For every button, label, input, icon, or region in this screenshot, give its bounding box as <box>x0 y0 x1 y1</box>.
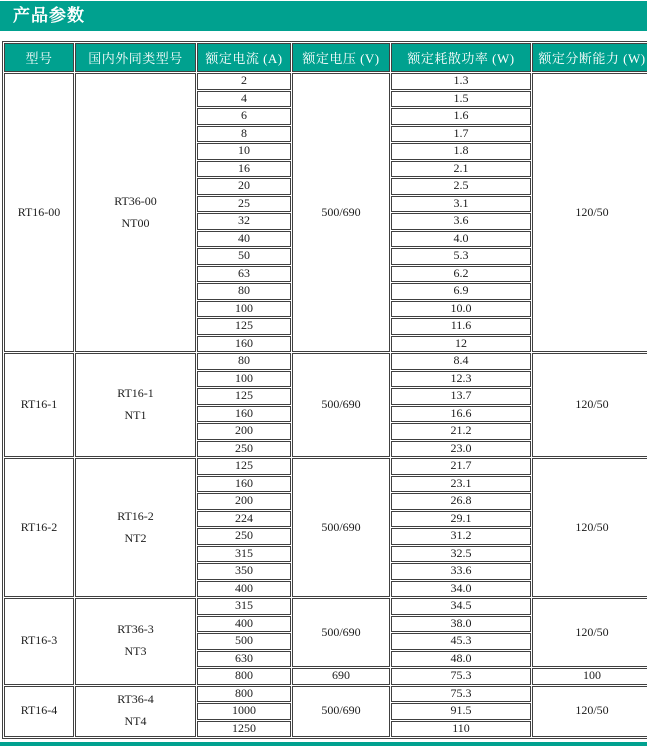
cell-equivalent-model <box>75 686 196 738</box>
section-header <box>0 1 647 31</box>
cell-power-dissipation: 23.1 <box>391 476 531 493</box>
cell-power-dissipation: 10.0 <box>391 301 531 318</box>
cell-rated-current: 100 <box>197 371 291 388</box>
cell-rated-current: 4 <box>197 91 291 108</box>
cell-power-dissipation: 48.0 <box>391 651 531 668</box>
cell-power-dissipation: 8.4 <box>391 353 531 370</box>
cell-rated-current: 400 <box>197 616 291 633</box>
cell-rated-voltage: 500/690 <box>292 353 390 457</box>
bottom-accent-bar <box>0 742 647 746</box>
product-parameters-table-wrap <box>2 41 645 739</box>
cell-power-dissipation: 75.3 <box>391 686 531 703</box>
cell-model: RT16-2 <box>4 458 74 597</box>
column-header: 额定电流 (A) <box>197 43 291 72</box>
cell-rated-current: 160 <box>197 476 291 493</box>
cell-rated-voltage: 500/690 <box>292 73 390 352</box>
table-row <box>4 458 647 475</box>
cell-rated-current: 125 <box>197 318 291 335</box>
cell-power-dissipation: 3.6 <box>391 213 531 230</box>
equivalent-model-line: RT16-1 <box>117 386 154 401</box>
cell-power-dissipation: 45.3 <box>391 633 531 650</box>
cell-breaking-capacity: 100 <box>532 668 647 685</box>
cell-equivalent-model <box>75 458 196 597</box>
table-head <box>4 43 647 72</box>
cell-power-dissipation: 11.6 <box>391 318 531 335</box>
column-header: 型号 <box>4 43 74 72</box>
cell-rated-current: 224 <box>197 511 291 528</box>
cell-power-dissipation: 2.5 <box>391 178 531 195</box>
cell-rated-current: 8 <box>197 126 291 143</box>
cell-power-dissipation: 34.0 <box>391 581 531 598</box>
cell-rated-voltage: 690 <box>292 668 390 685</box>
cell-rated-current: 2 <box>197 73 291 90</box>
cell-model: RT16-4 <box>4 686 74 738</box>
cell-power-dissipation: 6.2 <box>391 266 531 283</box>
cell-equivalent-model <box>75 598 196 685</box>
cell-rated-current: 80 <box>197 283 291 300</box>
cell-power-dissipation: 12.3 <box>391 371 531 388</box>
cell-equivalent-model <box>75 73 196 352</box>
cell-rated-current: 63 <box>197 266 291 283</box>
cell-power-dissipation: 6.9 <box>391 283 531 300</box>
cell-model: RT16-1 <box>4 353 74 457</box>
cell-power-dissipation: 3.1 <box>391 196 531 213</box>
cell-rated-current: 125 <box>197 388 291 405</box>
cell-power-dissipation: 75.3 <box>391 668 531 685</box>
cell-rated-current: 250 <box>197 528 291 545</box>
cell-power-dissipation: 5.3 <box>391 248 531 265</box>
cell-rated-current: 25 <box>197 196 291 213</box>
cell-power-dissipation: 21.7 <box>391 458 531 475</box>
equivalent-model-line: RT16-2 <box>117 508 154 523</box>
cell-breaking-capacity: 120/50 <box>532 353 647 457</box>
cell-rated-current: 32 <box>197 213 291 230</box>
cell-rated-current: 6 <box>197 108 291 125</box>
cell-rated-current: 80 <box>197 353 291 370</box>
cell-breaking-capacity: 120/50 <box>532 458 647 597</box>
cell-breaking-capacity: 120/50 <box>532 686 647 738</box>
equivalent-model-line: RT36-3 <box>117 622 154 637</box>
cell-power-dissipation: 16.6 <box>391 406 531 423</box>
column-header: 额定耗散功率 (W) <box>391 43 531 72</box>
cell-power-dissipation: 33.6 <box>391 563 531 580</box>
equivalent-model-line: RT36-00 <box>114 193 157 208</box>
column-header: 额定电压 (V) <box>292 43 390 72</box>
cell-rated-voltage: 500/690 <box>292 458 390 597</box>
cell-power-dissipation: 38.0 <box>391 616 531 633</box>
cell-rated-current: 200 <box>197 423 291 440</box>
cell-rated-current: 100 <box>197 301 291 318</box>
cell-power-dissipation: 32.5 <box>391 546 531 563</box>
cell-power-dissipation: 1.8 <box>391 143 531 160</box>
cell-rated-voltage: 500/690 <box>292 686 390 738</box>
cell-power-dissipation: 26.8 <box>391 493 531 510</box>
table-row <box>4 598 647 615</box>
cell-breaking-capacity: 120/50 <box>532 73 647 352</box>
cell-rated-current: 400 <box>197 581 291 598</box>
equivalent-model-line: RT36-4 <box>117 692 154 707</box>
cell-rated-current: 50 <box>197 248 291 265</box>
cell-power-dissipation: 21.2 <box>391 423 531 440</box>
cell-rated-current: 1000 <box>197 703 291 720</box>
cell-rated-current: 1250 <box>197 721 291 738</box>
equivalent-model-line: NT00 <box>121 215 150 230</box>
cell-power-dissipation: 29.1 <box>391 511 531 528</box>
cell-rated-current: 315 <box>197 598 291 615</box>
cell-power-dissipation: 13.7 <box>391 388 531 405</box>
table-row <box>4 353 647 370</box>
cell-equivalent-model <box>75 353 196 457</box>
cell-power-dissipation: 31.2 <box>391 528 531 545</box>
equivalent-model-line: NT1 <box>124 408 147 422</box>
cell-rated-current: 315 <box>197 546 291 563</box>
cell-power-dissipation: 1.5 <box>391 91 531 108</box>
equivalent-model-line: NT4 <box>124 714 147 729</box>
cell-rated-current: 800 <box>197 668 291 685</box>
cell-rated-voltage: 500/690 <box>292 598 390 667</box>
cell-power-dissipation: 1.7 <box>391 126 531 143</box>
header-row <box>4 43 647 72</box>
table-row <box>4 686 647 703</box>
cell-power-dissipation: 4.0 <box>391 231 531 248</box>
cell-rated-current: 800 <box>197 686 291 703</box>
cell-rated-current: 500 <box>197 633 291 650</box>
cell-rated-current: 630 <box>197 651 291 668</box>
table-body <box>4 73 647 737</box>
equivalent-model-line: NT3 <box>124 644 147 659</box>
cell-rated-current: 160 <box>197 406 291 423</box>
cell-power-dissipation: 2.1 <box>391 161 531 178</box>
column-header: 额定分断能力 (W) <box>532 43 647 72</box>
cell-rated-current: 200 <box>197 493 291 510</box>
cell-power-dissipation: 110 <box>391 721 531 738</box>
cell-power-dissipation: 12 <box>391 336 531 353</box>
cell-rated-current: 250 <box>197 441 291 458</box>
cell-power-dissipation: 91.5 <box>391 703 531 720</box>
cell-rated-current: 16 <box>197 161 291 178</box>
column-header: 国内外同类型号 <box>75 43 196 72</box>
cell-breaking-capacity: 120/50 <box>532 598 647 667</box>
cell-rated-current: 10 <box>197 143 291 160</box>
table-row <box>4 73 647 90</box>
product-parameters-table <box>2 41 647 739</box>
cell-rated-current: 40 <box>197 231 291 248</box>
cell-power-dissipation: 1.3 <box>391 73 531 90</box>
cell-rated-current: 20 <box>197 178 291 195</box>
section-title: 产品参数 <box>13 6 85 25</box>
cell-model: RT16-00 <box>4 73 74 352</box>
cell-power-dissipation: 23.0 <box>391 441 531 458</box>
equivalent-model-line: NT2 <box>124 530 147 545</box>
cell-rated-current: 160 <box>197 336 291 353</box>
cell-power-dissipation: 34.5 <box>391 598 531 615</box>
cell-model: RT16-3 <box>4 598 74 685</box>
cell-rated-current: 125 <box>197 458 291 475</box>
cell-rated-current: 350 <box>197 563 291 580</box>
cell-power-dissipation: 1.6 <box>391 108 531 125</box>
